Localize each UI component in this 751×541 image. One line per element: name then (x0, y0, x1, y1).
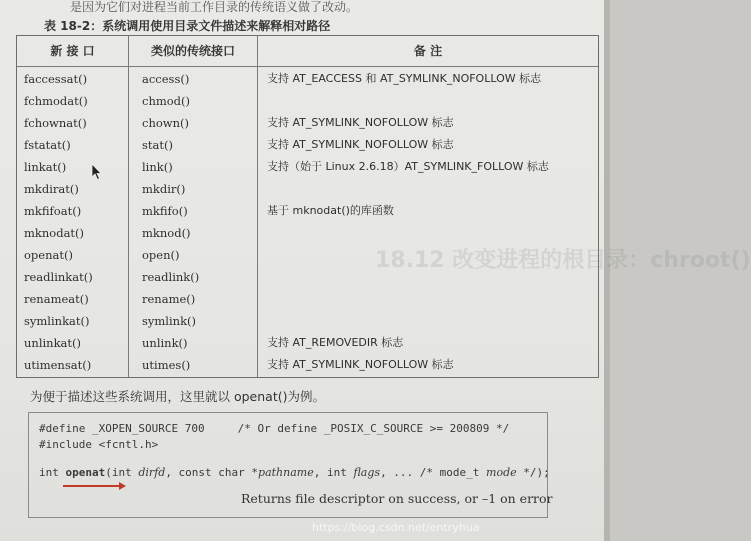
sig-part: , ... /* mode_t (380, 466, 487, 479)
new-interface-cell: mkdirat() (24, 182, 79, 196)
sig-part: (int (105, 466, 139, 479)
traditional-interface-cell: mknod() (142, 226, 191, 240)
traditional-interface-cell: mkfifo() (142, 204, 188, 218)
new-interface-cell: fchmodat() (24, 94, 88, 108)
traditional-interface-cell: chown() (142, 116, 189, 130)
sig-arg-pathname: pathname (258, 466, 314, 479)
table-row (17, 156, 598, 178)
traditional-interface-cell: unlink() (142, 336, 188, 350)
syscall-table (16, 35, 599, 378)
new-interface-cell: mknodat() (24, 226, 85, 240)
sig-arg-dirfd: dirfd (138, 466, 166, 479)
table-row (17, 68, 598, 90)
red-underline-mark (63, 485, 121, 487)
top-text-line: 是因为它们对进程当前工作目录的传统语义做了改动。 (70, 0, 359, 14)
new-interface-cell: fstatat() (24, 138, 71, 152)
note-cell: 支持 AT_SYMLINK_NOFOLLOW 标志 (267, 358, 454, 371)
table-row (17, 200, 598, 222)
code-block (28, 412, 553, 518)
table-row (17, 134, 598, 156)
table-row (17, 222, 598, 244)
traditional-interface-cell: rename() (142, 292, 196, 306)
table-row (17, 112, 598, 134)
note-cell: 支持 AT_REMOVEDIR 标志 (267, 336, 404, 349)
traditional-interface-cell: mkdir() (142, 182, 186, 196)
sig-part: */); (516, 466, 550, 479)
table-row (17, 266, 598, 288)
sig-prefix: int (39, 466, 66, 479)
code-line-define: #define _XOPEN_SOURCE 700 /* Or define _POSIX_C_SOURCE >= 200809 */ (39, 422, 510, 435)
traditional-interface-cell: readlink() (142, 270, 200, 284)
new-interface-cell: mkfifoat() (24, 204, 82, 218)
code-line-signature (39, 465, 550, 481)
new-interface-cell: utimensat() (24, 358, 92, 372)
new-interface-cell: faccessat() (24, 72, 88, 86)
table-row (17, 332, 598, 354)
new-interface-cell: unlinkat() (24, 336, 81, 350)
traditional-interface-cell: link() (142, 160, 173, 174)
code-line-include: #include <fcntl.h> (39, 438, 159, 451)
sig-part: , int (313, 466, 354, 479)
bleed-through-heading: 18.12 改变进程的根目录：chroot() (375, 248, 751, 273)
new-interface-cell: linkat() (24, 160, 67, 174)
table-row (17, 288, 598, 310)
header-new-interface: 新 接 口 (50, 44, 95, 58)
watermark: https://blog.csdn.net/entryhua (312, 521, 480, 534)
note-cell: 支持 AT_SYMLINK_NOFOLLOW 标志 (267, 138, 454, 151)
sig-part: , const char * (165, 466, 259, 479)
sig-arg-mode: mode (486, 466, 517, 479)
red-arrow-head (119, 482, 126, 490)
traditional-interface-cell: symlink() (142, 314, 197, 328)
note-cell: 支持 AT_EACCESS 和 AT_SYMLINK_NOFOLLOW 标志 (267, 72, 542, 85)
traditional-interface-cell: stat() (142, 138, 173, 152)
header-notes: 备 注 (413, 44, 443, 58)
new-interface-cell: symlinkat() (24, 314, 90, 328)
new-interface-cell: readlinkat() (24, 270, 93, 284)
table-caption: 表 18-2：系统调用使用目录文件描述来解释相对路径 (44, 19, 331, 33)
traditional-interface-cell: utimes() (142, 358, 191, 372)
new-interface-cell: renameat() (24, 292, 89, 306)
table-row (17, 244, 598, 266)
new-interface-cell: openat() (24, 248, 73, 262)
new-interface-cell: fchownat() (24, 116, 87, 130)
header-divider (17, 66, 598, 67)
header-traditional-interface: 类似的传统接口 (150, 44, 235, 58)
table-body (17, 68, 598, 376)
table-row (17, 178, 598, 200)
body-paragraph: 为便于描述这些系统调用，这里就以 openat()为例。 (30, 389, 325, 404)
sig-function-name: openat (65, 466, 106, 479)
note-cell: 支持（始于 Linux 2.6.18）AT_SYMLINK_FOLLOW 标志 (267, 160, 549, 173)
table-row (17, 90, 598, 112)
traditional-interface-cell: access() (142, 72, 190, 86)
traditional-interface-cell: open() (142, 248, 180, 262)
return-description: Returns file descriptor on success, or –1 on error (241, 491, 553, 506)
sig-arg-flags: flags (353, 466, 381, 479)
note-cell: 支持 AT_SYMLINK_NOFOLLOW 标志 (267, 116, 454, 129)
traditional-interface-cell: chmod() (142, 94, 191, 108)
table-row (17, 354, 598, 376)
note-cell: 基于 mknodat()的库函数 (267, 204, 394, 217)
table-row (17, 310, 598, 332)
